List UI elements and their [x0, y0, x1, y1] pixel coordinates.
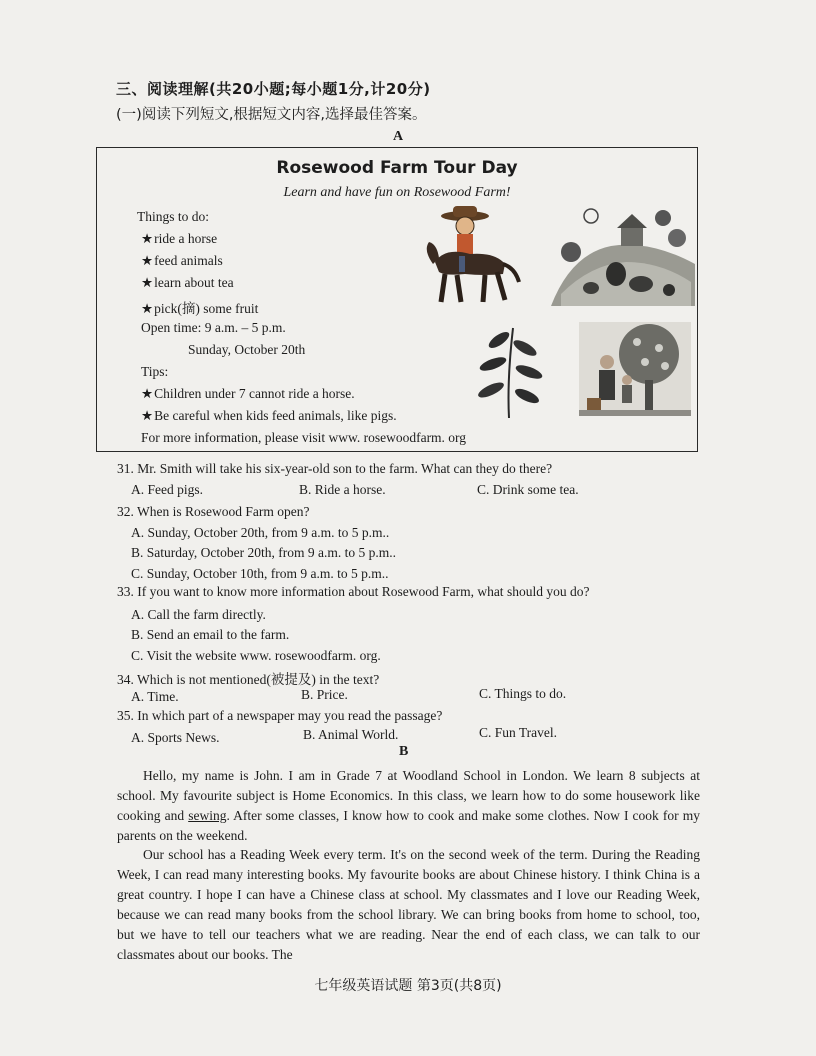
option: B. Ride a horse.	[299, 482, 386, 497]
option: B. Animal World.	[303, 727, 399, 742]
option: A. Sports News.	[131, 730, 220, 745]
star-icon: ★	[141, 253, 154, 268]
question-35: 35. In which part of a newspaper may you read the passage?	[117, 708, 443, 723]
section-instruction: (一)阅读下列短文,根据短文内容,选择最佳答案。	[116, 107, 427, 123]
ad-subtitle: Learn and have fun on Rosewood Farm!	[283, 185, 511, 200]
question-31: 31. Mr. Smith will take his six-year-old son to the farm. What can they do there?	[117, 461, 553, 476]
option: C. Fun Travel.	[479, 725, 558, 740]
cowboy-horse-illustration	[415, 202, 525, 312]
star-icon: ★	[141, 231, 154, 246]
things-heading: Things to do:	[137, 209, 210, 224]
star-icon: ★	[141, 275, 154, 290]
question-34: 34. Which is not mentioned(被提及) in the text?	[117, 672, 380, 687]
thing-item: ★feed animals	[141, 253, 223, 268]
underlined-word: sewing	[188, 808, 227, 823]
option: A. Sunday, October 20th, from 9 a.m. to 5 p.m..	[131, 525, 390, 540]
tip-item: ★Children under 7 cannot ride a horse.	[141, 386, 355, 401]
tips-heading: Tips:	[141, 364, 169, 379]
section-title: 三、阅读理解(共20小题;每小题1分,计20分)	[116, 80, 431, 98]
farm-landscape-illustration	[551, 204, 695, 306]
option: A. Call the farm directly.	[131, 607, 266, 622]
ad-title: Rosewood Farm Tour Day	[276, 158, 518, 178]
thing-item: ★pick(摘) some fruit	[141, 301, 259, 316]
passage-a-letter: A	[393, 129, 404, 144]
farm-ad-box	[96, 147, 698, 452]
star-icon: ★	[141, 301, 154, 316]
question-32: 32. When is Rosewood Farm open?	[117, 504, 310, 519]
passage-b-paragraph-2: Our school has a Reading Week every term. It's on the second week of the term. During the Reading Week, I can read many interesting books. My favourite books are about Chinese history. I think China is a great country. I hope I can have a Chinese class at school. My classmates and I love our Reading Week, because we can read many books from the school library. We can bring books from home to school, too, but we have to tell our teachers what we are reading. Near the end of each class, we can talk to our classmates about our books. The	[117, 847, 700, 962]
tip-item: ★Be careful when kids feed animals, like pigs.	[141, 408, 397, 423]
passage-b-letter: B	[399, 744, 409, 759]
option: C. Sunday, October 10th, from 9 a.m. to 5 p.m..	[131, 566, 389, 581]
option: A. Feed pigs.	[131, 482, 203, 497]
option: B. Send an email to the farm.	[131, 627, 290, 642]
option: B. Price.	[301, 687, 348, 702]
option: C. Drink some tea.	[477, 482, 579, 497]
fruit-picking-illustration	[579, 322, 691, 416]
open-time: Open time: 9 a.m. – 5 p.m.	[141, 320, 286, 335]
star-icon: ★	[141, 386, 154, 401]
question-33: 33. If you want to know more information about Rosewood Farm, what should you do?	[117, 584, 590, 599]
passage-b-paragraph-1: Hello, my name is John. I am in Grade 7 at Woodland School in London. We learn 8 subjects at school. My favourite subject is Home Economics. In this class, we learn how to do some housework like cooking and sewing. After some classes, I know how to cook and make some clothes. Now I cook for my parents on the weekend.	[117, 768, 700, 843]
option: B. Saturday, October 20th, from 9 a.m. to 5 p.m..	[131, 545, 396, 560]
option: C. Visit the website www. rosewoodfarm. org.	[131, 648, 381, 663]
page-footer: 七年级英语试题 第3页(共8页)	[314, 978, 502, 994]
thing-item: ★learn about tea	[141, 275, 234, 290]
open-date: Sunday, October 20th	[188, 342, 306, 357]
option: A. Time.	[131, 689, 179, 704]
star-icon: ★	[141, 408, 154, 423]
more-info: For more information, please visit www. rosewoodfarm. org	[141, 430, 467, 445]
tea-branch-illustration	[469, 320, 549, 420]
thing-item: ★ride a horse	[141, 231, 218, 246]
option: C. Things to do.	[479, 686, 567, 701]
